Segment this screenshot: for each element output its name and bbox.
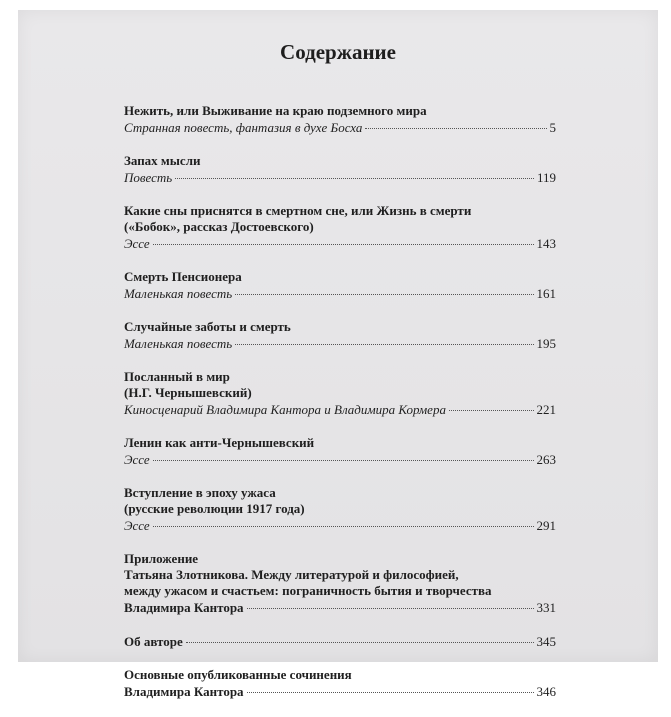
toc-entry [124,667,556,700]
toc-entry-row [124,451,556,468]
toc-entry-subtitle: Об авторе [124,634,183,649]
toc-page-number: 346 [536,684,556,699]
toc-entry-subtitle: Киносценарий Владимира Кантора и Владимира Кормера [124,402,446,417]
toc-page-number: 331 [536,600,556,615]
toc-entry-heading: между ужасом и счастьем: пограничность бытия и творчества [124,583,492,598]
toc-page-number: 345 [536,634,556,649]
toc-entry-heading: Смерть Пенсионера [124,269,242,284]
toc-entry-subtitle: Владимира Кантора [124,600,244,615]
toc-entry-subtitle: Эссе [124,236,150,251]
toc-entry-heading: Вступление в эпоху ужаса [124,485,276,500]
toc-entry-row [124,335,556,352]
toc-entry-row [124,235,556,252]
toc-entry-row [124,401,556,418]
dot-leader [153,243,534,245]
toc-entry [124,633,556,650]
toc-page-number: 291 [536,518,556,533]
toc-entry-heading: (русские революции 1917 года) [124,501,305,516]
toc-entry [124,203,556,252]
dot-leader [186,641,534,643]
toc-entry-heading: Ленин как анти-Чернышевский [124,435,315,450]
toc-entry-heading: Основные опубликованные сочинения [124,667,352,682]
toc-entry [124,319,556,352]
toc-entry [124,153,556,186]
toc-entry-subtitle: Странная повесть, фантазия в духе Босха [124,120,363,135]
toc-entry-heading: Нежить, или Выживание на краю подземного мира [124,103,427,118]
toc-entry-row [124,599,556,616]
toc-entry-row [124,633,556,650]
dot-leader [247,607,534,609]
toc-entry [124,269,556,302]
toc-entry-subtitle: Маленькая повесть [124,336,233,351]
toc-entry-subtitle: Маленькая повесть [124,286,233,301]
toc-entry-heading: Запах мысли [124,153,201,168]
toc-entry-heading: («Бобок», рассказ Достоевского) [124,219,314,234]
dot-leader [247,691,534,693]
toc-entry-heading: Посланный в мир [124,369,230,384]
dot-leader [235,293,533,295]
toc-entry-row [124,517,556,534]
toc-entry [124,485,556,534]
dot-leader [175,177,534,179]
toc-entry-heading: Татьяна Злотникова. Между литературой и философией, [124,567,459,582]
dot-leader [449,409,534,411]
toc-entry-row [124,119,556,136]
toc-entry-subtitle: Эссе [124,518,150,533]
toc-entry-heading: (Н.Г. Чернышевский) [124,385,252,400]
toc-entry-subtitle: Владимира Кантора [124,684,244,699]
toc-page-number: 221 [536,402,556,417]
toc-page-number: 5 [549,120,556,135]
toc-entry-heading: Случайные заботы и смерть [124,319,291,334]
toc-entry-subtitle: Повесть [124,170,173,185]
dot-leader [153,525,534,527]
toc-page-number: 161 [536,286,556,301]
toc-entry-heading: Какие сны приснятся в смертном сне, или Жизнь в смерти [124,203,472,218]
toc-entry-heading: Приложение [124,551,199,566]
toc-page-number: 263 [536,452,556,467]
toc-entry [124,551,556,616]
toc-page-number: 143 [536,236,556,251]
toc-entry [124,369,556,418]
toc-entry-row [124,169,556,186]
toc-entry [124,103,556,136]
toc-entry-subtitle: Эссе [124,452,150,467]
toc-page-number: 119 [536,170,556,185]
dot-leader [235,343,533,345]
toc-entry-row [124,285,556,302]
table-of-contents [124,103,556,717]
page-title: Содержание [280,40,396,64]
dot-leader [153,459,534,461]
toc-entry-row [124,683,556,700]
toc-entry [124,435,556,468]
toc-page-number: 195 [536,336,556,351]
dot-leader [365,127,546,129]
book-page [18,10,658,699]
